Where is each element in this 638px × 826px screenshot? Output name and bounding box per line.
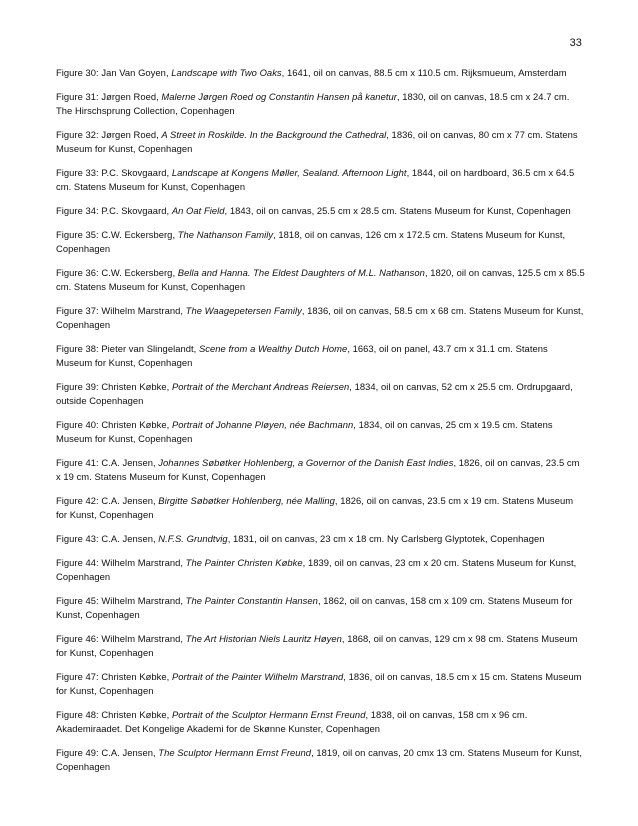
figure-caption	[56, 556, 586, 584]
artwork-title: The Sculptor Hermann Ernst Freund	[158, 747, 312, 758]
figure-caption	[56, 708, 586, 736]
caption-text: Figure 35: C.W. Eckersberg,	[56, 229, 178, 240]
caption-text: Figure 47: Christen Købke,	[56, 671, 172, 682]
caption-text: Figure 33: P.C. Skovgaard,	[56, 167, 172, 178]
artwork-title: The Waagepetersen Family	[185, 305, 302, 316]
artwork-title: The Painter Christen Købke	[185, 557, 303, 568]
caption-text: Figure 43: C.A. Jensen,	[56, 533, 159, 544]
caption-text: Figure 32: Jørgen Roed,	[56, 129, 162, 140]
figure-caption	[56, 418, 586, 446]
caption-text: , 1868, oil on canvas, 129 cm x 98 cm. Statens Museum for Kunst, Copenhagen	[56, 633, 578, 658]
page-number: 33	[569, 37, 582, 49]
figure-caption	[56, 266, 586, 294]
artwork-title: The Nathanson Family	[177, 229, 274, 240]
artwork-title: Landscape at Kongens Møller, Sealand. Afternoon Light	[171, 167, 407, 178]
figure-list	[56, 66, 586, 784]
caption-text: Figure 30: Jan Van Goyen,	[56, 67, 172, 78]
artwork-title: Landscape with Two Oaks	[171, 67, 282, 78]
figure-caption	[56, 166, 586, 194]
caption-text: , 1862, oil on canvas, 158 cm x 109 cm. Statens Museum for Kunst, Copenhagen	[56, 595, 573, 620]
artwork-title: Portrait of the Sculptor Hermann Ernst Freund	[171, 709, 366, 720]
artwork-title: An Oat Field	[171, 205, 225, 216]
caption-text: Figure 45: Wilhelm Marstrand,	[56, 595, 186, 606]
caption-text: Figure 39: Christen Købke,	[56, 381, 172, 392]
caption-text: Figure 48: Christen Købke,	[56, 709, 172, 720]
figure-caption	[56, 594, 586, 622]
figure-caption	[56, 494, 586, 522]
caption-text: , 1836, oil on canvas, 18.5 cm x 15 cm. Statens Museum for Kunst, Copenhagen	[56, 671, 582, 696]
artwork-title: Malerne Jørgen Roed og Constantin Hansen på kanetur	[161, 91, 397, 102]
figure-caption	[56, 204, 586, 218]
artwork-title: The Painter Constantin Hansen	[185, 595, 318, 606]
artwork-title: Portrait of the Painter Wilhelm Marstrand	[171, 671, 344, 682]
caption-text: Figure 46: Wilhelm Marstrand,	[56, 633, 186, 644]
figure-caption	[56, 128, 586, 156]
artwork-title: Bella and Hanna. The Eldest Daughters of M.L. Nathanson	[177, 267, 425, 278]
figure-caption	[56, 380, 586, 408]
artwork-title: The Art Historian Niels Lauritz Høyen	[185, 633, 342, 644]
figure-caption	[56, 456, 586, 484]
caption-text: Figure 34: P.C. Skovgaard,	[56, 205, 172, 216]
caption-text: , 1831, oil on canvas, 23 cm x 18 cm. Ny Carlsberg Glyptotek, Copenhagen	[227, 533, 545, 544]
caption-text: , 1641, oil on canvas, 88.5 cm x 110.5 cm. Rijksmueum, Amsterdam	[281, 67, 567, 78]
caption-text: , 1844, oil on hardboard, 36.5 cm x 64.5 cm. Statens Museum for Kunst, Copenhagen	[56, 167, 575, 192]
caption-text: Figure 41: C.A. Jensen,	[56, 457, 159, 468]
figure-caption	[56, 670, 586, 698]
figure-caption	[56, 342, 586, 370]
figure-caption	[56, 746, 586, 774]
caption-text: , 1818, oil on canvas, 126 cm x 172.5 cm. Statens Museum for Kunst, Copenhagen	[56, 229, 566, 254]
caption-text: , 1834, oil on canvas, 52 cm x 25.5 cm. Ordrupgaard, outside Copenhagen	[56, 381, 573, 406]
artwork-title: N.F.S. Grundtvig	[158, 533, 228, 544]
figure-caption	[56, 304, 586, 332]
caption-text: , 1839, oil on canvas, 23 cm x 20 cm. Statens Museum for Kunst, Copenhagen	[56, 557, 577, 582]
caption-text: , 1820, oil on canvas, 125.5 cm x 85.5 cm. Statens Museum for Kunst, Copenhagen	[56, 267, 585, 292]
artwork-title: Portrait of the Merchant Andreas Reiersen	[171, 381, 350, 392]
caption-text: , 1834, oil on canvas, 25 cm x 19.5 cm. Statens Museum for Kunst, Copenhagen	[56, 419, 553, 444]
caption-text: , 1836, oil on canvas, 58.5 cm x 68 cm. Statens Museum for Kunst, Copenhagen	[56, 305, 584, 330]
caption-text: Figure 44: Wilhelm Marstrand,	[56, 557, 186, 568]
artwork-title: Johannes Søbøtker Hohlenberg, a Governor of the Danish East Indies	[158, 457, 454, 468]
figure-caption	[56, 66, 586, 80]
caption-text: , 1819, oil on canvas, 20 cmx 13 cm. Statens Museum for Kunst, Copenhagen	[56, 747, 582, 772]
caption-text: , 1826, oil on canvas, 23.5 cm x 19 cm. Statens Museum for Kunst, Copenhagen	[56, 457, 580, 482]
figure-caption	[56, 228, 586, 256]
artwork-title: A Street in Roskilde. In the Background the Cathedral	[161, 129, 387, 140]
caption-text: , 1830, oil on canvas, 18.5 cm x 24.7 cm. The Hirschsprung Collection, Copenhagen	[56, 91, 570, 116]
artwork-title: Portrait of Johanne Pløyen, née Bachmann	[171, 419, 354, 430]
artwork-title: Scene from a Wealthy Dutch Home	[198, 343, 348, 354]
caption-text: , 1826, oil on canvas, 23.5 cm x 19 cm. Statens Museum for Kunst, Copenhagen	[56, 495, 574, 520]
caption-text: Figure 42: C.A. Jensen,	[56, 495, 159, 506]
caption-text: Figure 40: Christen Købke,	[56, 419, 172, 430]
caption-text: Figure 49: C.A. Jensen,	[56, 747, 159, 758]
figure-caption	[56, 90, 586, 118]
caption-text: , 1843, oil on canvas, 25.5 cm x 28.5 cm. Statens Museum for Kunst, Copenhagen	[224, 205, 571, 216]
figure-caption	[56, 532, 586, 546]
caption-text: Figure 38: Pieter van Slingelandt,	[56, 343, 199, 354]
caption-text: Figure 36: C.W. Eckersberg,	[56, 267, 178, 278]
artwork-title: Birgitte Søbøtker Hohlenberg, née Malling	[158, 495, 335, 506]
caption-text: , 1838, oil on canvas, 158 cm x 96 cm. Akademiraadet. Det Kongelige Akademi for de Skønne Kunster, Copenhagen	[56, 709, 528, 734]
caption-text: Figure 31: Jørgen Roed,	[56, 91, 162, 102]
caption-text: , 1663, oil on panel, 43.7 cm x 31.1 cm. Statens Museum for Kunst, Copenhagen	[56, 343, 548, 368]
caption-text: , 1836, oil on canvas, 80 cm x 77 cm. Statens Museum for Kunst, Copenhagen	[56, 129, 578, 154]
caption-text: Figure 37: Wilhelm Marstrand,	[56, 305, 186, 316]
figure-caption	[56, 632, 586, 660]
